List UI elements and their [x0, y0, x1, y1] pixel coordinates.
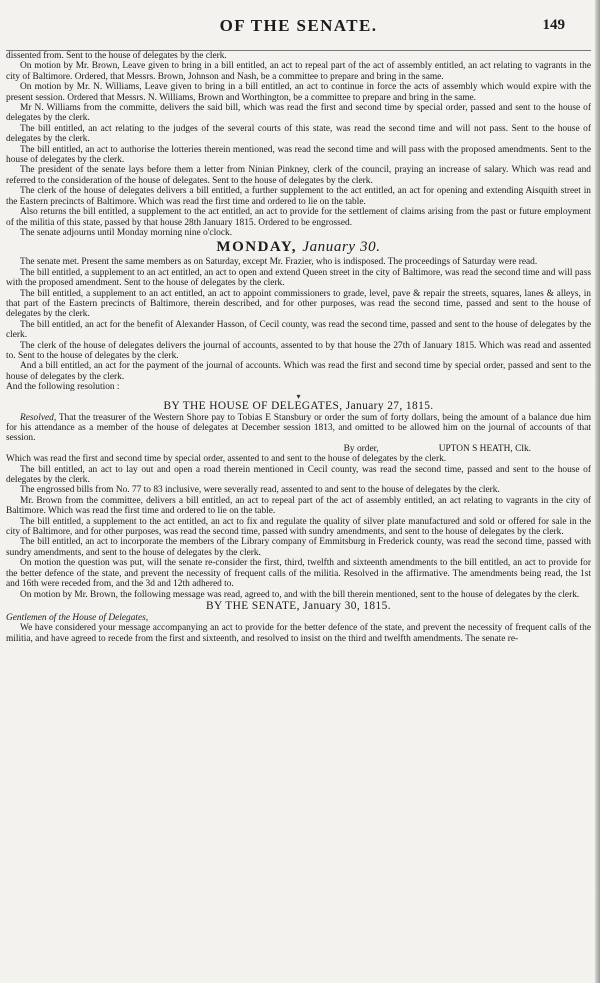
paragraph: The bill entitled, an act relating to the judges of the several courts of this state, was read the second time and will not pass. Sent to the house of delegates by the clerk. [6, 123, 591, 145]
paragraph: The engrossed bills from No. 77 to 83 inclusive, were severally read, assented to and sent to the house of delegates by the clerk. [20, 485, 500, 496]
page-header [6, 10, 591, 51]
page-binding-edge [595, 0, 600, 983]
day-heading-day: MONDAY, [216, 239, 298, 256]
journal-text [6, 51, 591, 644]
day-heading [6, 239, 591, 256]
paragraph: And a bill entitled, an act for the payment of the journal of accounts. Which was read the first and second time by special order, passed and sent to the house of delegates by the clerk. [6, 361, 591, 382]
paragraph: The bill entitled, an act for the benefit of Alexander Hasson, of Cecil county, was read the second time, passed and sent to the house of delegates by the clerk. [6, 319, 591, 341]
by-order: By order, [343, 443, 379, 454]
salutation-text: Gentlemen of the House of Delegates, [6, 612, 149, 623]
paragraph: The clerk of the house of delegates delivers a bill entitled, a further supplement to the act entitled, an act for opening and extending Aisquith street in the Eastern precincts of Baltimore. Which was read the first time and ordered to lie on the table. [6, 186, 591, 207]
paragraph: We have considered your message accompanying an act to provide for the better defence of the state, and prevent the necessity of frequent calls of the militia, and have agreed to recede from the first and sixteenth, and resolved to insist on the third and twelfth amendments. The senate re- [6, 623, 591, 644]
resolved-lead: Resolved, [20, 412, 57, 423]
paragraph: The senate met. Present the same members as on Saturday, except Mr. Frazier, who is indisposed. The proceedings of Saturday were read. [20, 257, 538, 268]
resolution-text: That the treasurer of the Western Shore pay to Tobias E Stansbury or order the sum of forty dollars, being the amount of a balance due him for his attendance as a member of the house of delegates at December session 1813, and omitted to be allowed him on the journal of accounts of that session. [6, 412, 591, 444]
salutation [6, 613, 591, 623]
paragraph: The bill entitled, an act to lay out and open a road therein mentioned in Cecil county, was read the second time, passed and sent to the house of delegates by the clerk. [6, 464, 591, 486]
paragraph: On motion by Mr. N. Williams, Leave given to bring in a bill entitled, an act to continue in force the acts of assembly which would expire with the present session. Ordered that Messrs. N. Williams, Brown and Worthington, be a committee to prepare and bring in the same. [6, 82, 591, 103]
paragraph: Mr N. Williams from the committe, delivers the said bill, which was read the first and second time by special order, passed and sent to the house of delegates by the clerk. [6, 103, 591, 124]
paragraph: The bill entitled, an act to incorporate the members of the Library company of Emmitsburg in Frederick county, was read the second time, passed with sundry amendments, and sent to the house of delegates by the clerk. [6, 537, 591, 558]
senate-message-heading: BY THE SENATE, January 30, 1815. [206, 599, 391, 612]
paragraph: The bill entitled, an act to authorise the lotteries therein mentioned, was read the second time and will pass with the proposed amendments. Sent to the house of delegates by the clerk. [6, 144, 591, 166]
paragraph: Which was read the first and second time by special order, assented to and sent to the house of delegates by the clerk. [6, 454, 447, 465]
paragraph: The bill entitled, a supplement to an act entitled, an act to open and extend Queen street in the city of Baltimore, was read the second time and will pass with the proposed amendment. Sent to the house of delegates by the clerk. [6, 267, 591, 289]
signature-line [6, 444, 591, 454]
paragraph: On motion the question was put, will the senate re-consider the first, third, twelfth and sixteenth amendments to the bill entitled, an act to provide for the better defence of the state, and prevent the necessity of frequent calls of the militia. Resolved in the affirmative. The amendments being read, the 1st and 16th were receded from, and the 3d and 12th adhered to. [6, 558, 591, 590]
page-number: 149 [542, 17, 565, 33]
paragraph: Also returns the bill entitled, a supplement to the act entitled, an act to provide for the settlement of claims arising from the past or future employment of the militia of this state, passed by that house 28th January 1815. Ordered to be engrossed. [6, 207, 591, 228]
paragraph: Mr. Brown from the committee, delivers a bill entitled, an act to repeal part of the act of assembly entitled, an act relating to vagrants in the city of Baltimore. Which was read the first time and ordered to lie on the table. [6, 495, 591, 517]
resolution-paragraph [6, 413, 591, 444]
paragraph: On motion by Mr. Brown, the following message was read, agreed to, and with the bill therein mentioned, sent to the house of delegates by the clerk. [20, 589, 580, 600]
day-heading-date: January 30. [302, 239, 381, 256]
running-title: OF THE SENATE. [219, 16, 378, 35]
paragraph: The bill entitled, a supplement to the act entitled, an act to fix and regulate the quality of silver plate manufactured and sold or offered for sale in the city of Baltimore, and for other purposes, was read the second time, passed with sundry amendments, and sent to the house of delegates by the clerk. [6, 516, 591, 538]
paragraph: On motion by Mr. Brown, Leave given to bring in a bill entitled, an act to repeal part of the act of assembly entitled, an act relating to vagrants in the city of Baltimore. Ordered, that Messrs. Brown, Johnson and Nash, be a committee to prepare and bring in the same. [6, 61, 591, 82]
paragraph: The senate adjourns until Monday morning nine o'clock. [20, 227, 233, 238]
clerk-signature: UPTON S HEATH, Clk. [438, 443, 531, 454]
paragraph: And the following resolution : [6, 382, 120, 393]
house-resolution-heading: BY THE HOUSE OF DELEGATES, January 27, 1815. [163, 399, 434, 412]
ornament-flourish: ▾ [296, 391, 301, 401]
paragraph: The bill entitled, a supplement to an act entitled, an act to appoint commissioners to grade, level, pave & repair the streets, squares, lanes & alleys, in that part of the Eastern precincts of Baltimore, therein described, and for other purposes, was read the second time, passed and sent to the house of delegates by the clerk. [6, 288, 591, 320]
paragraph: dissented from. Sent to the house of delegates by the clerk. [6, 51, 227, 61]
paragraph: The clerk of the house of delegates delivers the journal of accounts, assented to by that house the 27th of January 1815. Which was read and assented to. Sent to the house of delegates by the clerk. [6, 340, 591, 361]
paragraph: The president of the senate lays before them a letter from Ninian Pinkney, clerk of the council, praying an increase of salary. Which was read and referred to the consideration of the house of delegates. Sent to the house of delegates by the clerk. [6, 165, 591, 186]
